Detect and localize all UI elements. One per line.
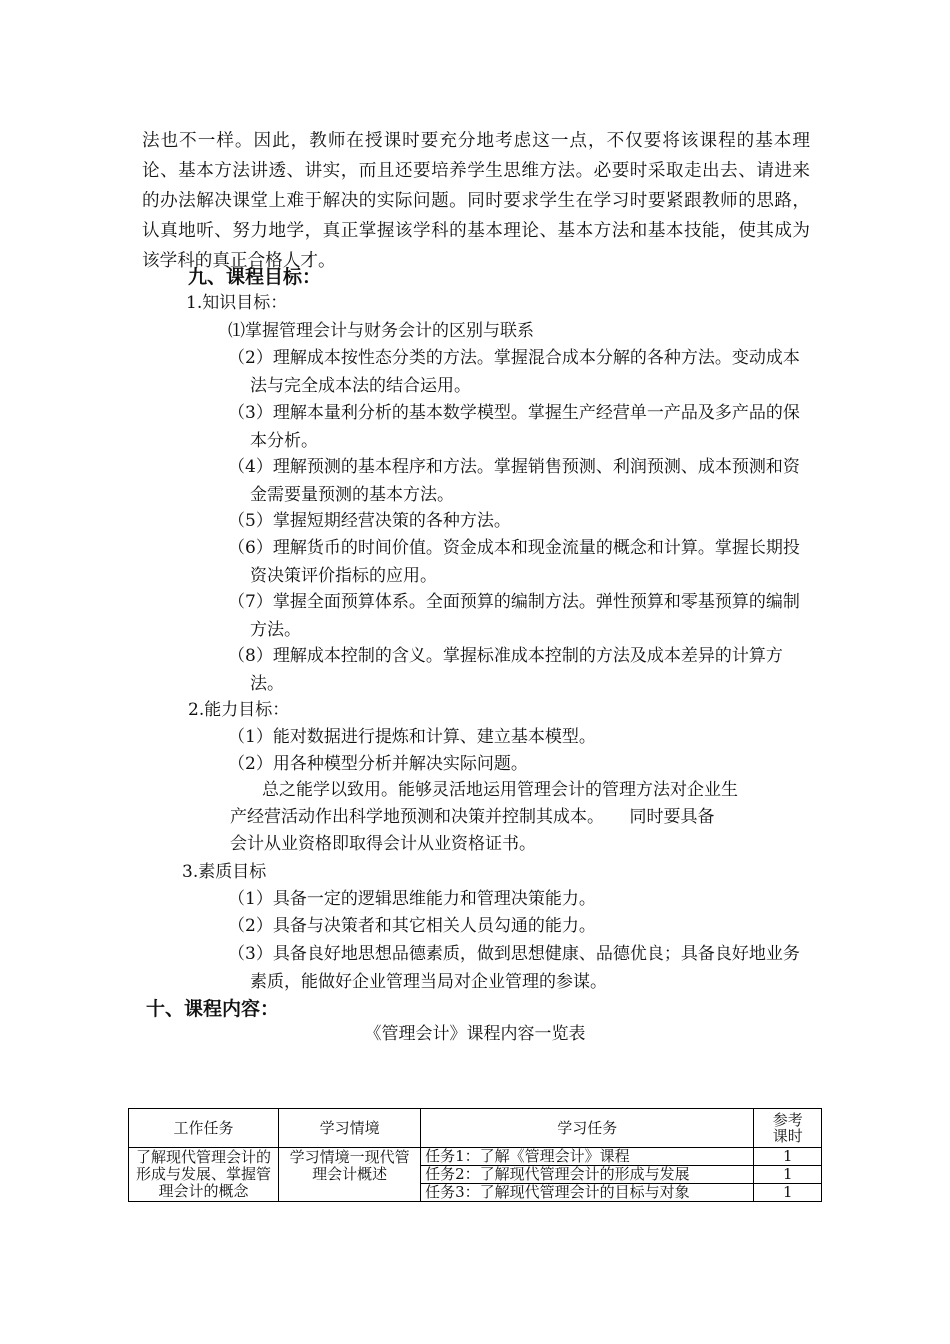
hours-cell: 1 [754, 1184, 822, 1202]
quality-goal-item: （3）具备良好地思想品德素质，做到思想健康、品德优良；具备良好地业务素质，能做好企业管理当局对企业管理的参谋。 [228, 944, 800, 992]
table-caption: 《管理会计》课程内容一览表 [364, 1024, 586, 1044]
ability-goal-item: （2）用各种模型分析并解决实际问题。 [228, 754, 528, 774]
knowledge-goal-item: （4）理解预测的基本程序和方法。掌握销售预测、利润预测、成本预测和资金需要量预测的基本方法。 [228, 457, 800, 505]
intro-paragraph: 法也不一样。因此，教师在授课时要充分地考虑这一点，不仅要将该课程的基本理论、基本方法讲透、讲实，而且还要培养学生思维方法。必要时采取走出去、请进来的办法解决课堂上难于解决的实际问题。同时要求学生在学习时要紧跟教师的思路，认真地听、努力地学，真正掌握该学科的基本理论、基本方法和基本技能，使其成为该学科的真正合格人才。 [142, 131, 810, 271]
table-row [129, 1148, 822, 1166]
quality-goal-item: （1）具备一定的逻辑思维能力和管理决策能力。 [228, 889, 596, 909]
hours-cell: 1 [754, 1166, 822, 1184]
table-header-row [129, 1109, 822, 1148]
quality-goal-item: （2）具备与决策者和其它相关人员勾通的能力。 [228, 916, 596, 936]
learning-scenario-cell: 学习情境一现代管理会计概述 [279, 1148, 421, 1202]
header-learning-task: 学习任务 [421, 1109, 754, 1148]
knowledge-goal-item: （8）理解成本控制的含义。掌握标准成本控制的方法及成本差异的计算方法。 [228, 646, 783, 694]
ability-goals-title: 2.能力目标： [188, 700, 290, 720]
section-10-heading: 十、课程内容： [146, 998, 280, 1020]
learning-task-cell: 任务2：了解现代管理会计的形成与发展 [421, 1166, 754, 1184]
ability-goal-item: （1）能对数据进行提炼和计算、建立基本模型。 [228, 727, 596, 747]
quality-goals-title: 3.素质目标 [182, 862, 267, 882]
knowledge-goal-item: （6）理解货币的时间价值。资金成本和现金流量的概念和计算。掌握长期投资决策评价指标的应用。 [228, 538, 800, 586]
learning-task-cell: 任务3：了解现代管理会计的目标与对象 [421, 1184, 754, 1202]
hours-cell: 1 [754, 1148, 822, 1166]
header-reference-hours: 参考 课时 [754, 1109, 822, 1148]
course-content-table [128, 1108, 822, 1202]
header-work-task: 工作任务 [129, 1109, 279, 1148]
ability-summary-line: 会计从业资格即取得会计从业资格证书。 [230, 834, 536, 854]
header-learning-scenario: 学习情境 [279, 1109, 421, 1148]
knowledge-goal-item: （7）掌握全面预算体系。全面预算的编制方法。弹性预算和零基预算的编制方法。 [228, 592, 800, 640]
ability-summary-line: 总之能学以致用。能够灵活地运用管理会计的管理方法对企业生 [262, 780, 738, 800]
knowledge-goals-title: 1.知识目标： [186, 293, 288, 313]
learning-task-cell: 任务1：了解《管理会计》课程 [421, 1148, 754, 1166]
knowledge-goal-item: （5）掌握短期经营决策的各种方法。 [228, 511, 511, 531]
knowledge-goal-item: （2）理解成本按性态分类的方法。掌握混合成本分解的各种方法。变动成本法与完全成本法的结合运用。 [228, 348, 800, 396]
section-9-heading: 九、课程目标： [188, 266, 322, 288]
work-task-cell: 了解现代管理会计的形成与发展、掌握管理会计的概念 [129, 1148, 279, 1202]
ability-summary-line: 产经营活动作出科学地预测和决策并控制其成本。 同时要具备 [230, 807, 715, 827]
knowledge-goal-item: （3）理解本量利分析的基本数学模型。掌握生产经营单一产品及多产品的保本分析。 [228, 403, 800, 451]
knowledge-goal-item: ⑴掌握管理会计与财务会计的区别与联系 [228, 321, 534, 341]
